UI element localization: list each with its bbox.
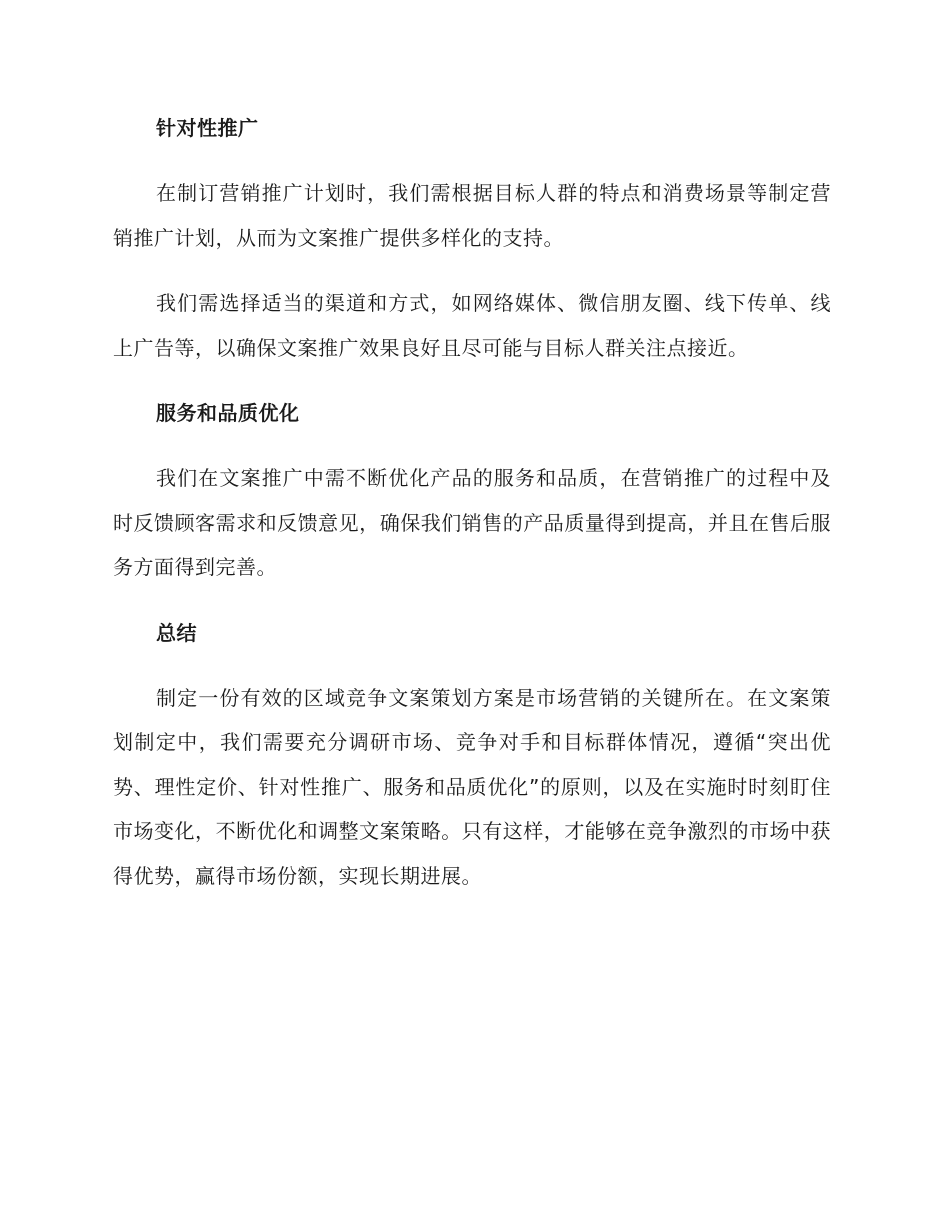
- paragraph: 我们需选择适当的渠道和方式，如网络媒体、微信朋友圈、线下传单、线上广告等，以确保文案推广效果良好且尽可能与目标人群关注点接近。: [113, 291, 831, 360]
- section-heading-summary: 总结: [156, 620, 197, 645]
- paragraph: 在制订营销推广计划时，我们需根据目标人群的特点和消费场景等制定营销推广计划，从而为文案推广提供多样化的支持。: [113, 181, 831, 250]
- document-body: [113, 106, 831, 919]
- paragraph: 制定一份有效的区域竞争文案策划方案是市场营销的关键所在。在文案策划制定中，我们需要充分调研市场、竞争对手和目标群体情况，遵循“突出优势、理性定价、针对性推广、服务和品质优化”的原则，以及在实施时时刻盯住市场变化，不断优化和调整文案策略。只有这样，才能够在竞争激烈的市场中获得优势，赢得市场份额，实现长期进展。: [113, 685, 831, 888]
- paragraph: 我们在文案推广中需不断优化产品的服务和品质，在营销推广的过程中及时反馈顾客需求和反馈意见，确保我们销售的产品质量得到提高，并且在售后服务方面得到完善。: [113, 466, 831, 579]
- section-heading-targeted-promotion: 针对性推广: [156, 116, 259, 140]
- section-heading-service-quality: 服务和品质优化: [156, 401, 300, 425]
